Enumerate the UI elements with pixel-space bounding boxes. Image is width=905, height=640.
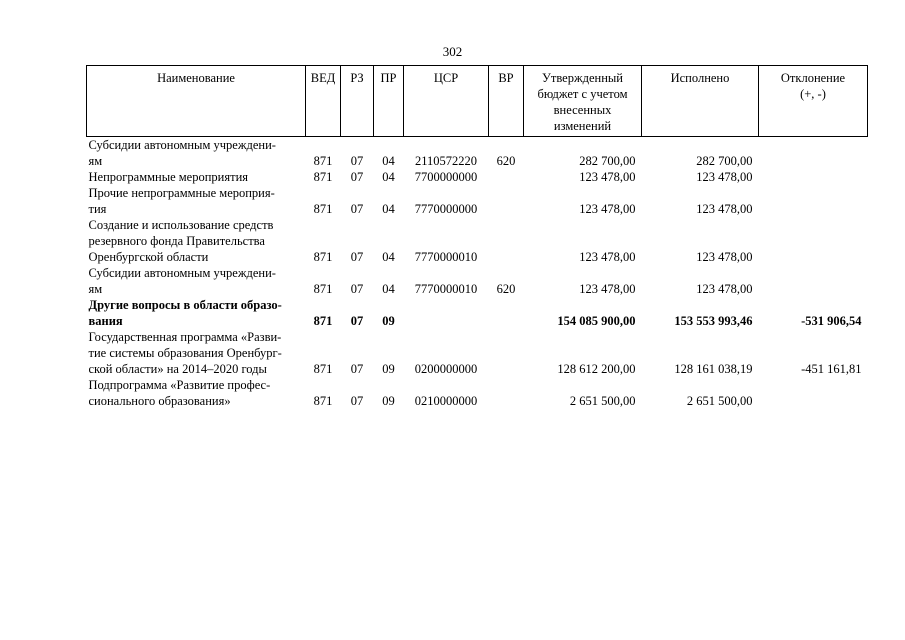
table-row <box>87 265 868 297</box>
row-name <box>87 137 306 170</box>
row-name-line: тия <box>88 202 107 216</box>
cell-executed: 123 478,00 <box>696 250 753 264</box>
cell-ved: 871 <box>313 394 333 408</box>
col-header-rz: РЗ <box>341 66 374 137</box>
cell-rz: 07 <box>350 282 364 296</box>
cell-vr <box>489 169 524 185</box>
cell-approved: 282 700,00 <box>579 154 636 168</box>
cell-ved: 871 <box>313 282 333 296</box>
col-header-csr: ЦСР <box>404 66 489 137</box>
cell-csr: 7700000000 <box>414 170 478 184</box>
cell-approved: 128 612 200,00 <box>557 362 636 376</box>
row-name-line: резервного фонда Правительства <box>88 234 265 248</box>
cell-ved: 871 <box>313 362 333 376</box>
row-name-line: Прочие непрограммные мероприя- <box>88 186 275 200</box>
cell-pr: 09 <box>382 314 395 328</box>
table-row <box>87 297 868 329</box>
cell-rz: 07 <box>350 314 364 328</box>
row-name-line: Непрограммные мероприятия <box>88 170 249 184</box>
cell-approved: 123 478,00 <box>579 170 636 184</box>
cell-deviation: -531 906,54 <box>801 314 862 328</box>
col-header-approved-line: бюджет с учетом <box>537 87 628 101</box>
cell-executed: 123 478,00 <box>696 170 753 184</box>
cell-csr <box>404 297 489 329</box>
col-header-deviation <box>759 66 868 137</box>
table-row <box>87 137 868 170</box>
cell-approved: 123 478,00 <box>579 282 636 296</box>
row-name-line: Подпрограмма «Развитие профес- <box>88 378 271 392</box>
row-name-line: ям <box>88 282 103 296</box>
col-header-deviation-line: Отклонение <box>780 71 846 85</box>
cell-executed: 123 478,00 <box>696 202 753 216</box>
col-header-approved-line: внесенных <box>553 103 612 117</box>
cell-approved: 154 085 900,00 <box>557 314 636 328</box>
col-header-ved: ВЕД <box>306 66 341 137</box>
cell-rz: 07 <box>350 170 364 184</box>
cell-vr: 620 <box>496 282 516 296</box>
cell-ved: 871 <box>313 202 333 216</box>
cell-executed: 282 700,00 <box>696 154 753 168</box>
row-name <box>87 217 306 265</box>
cell-vr: 620 <box>496 154 516 168</box>
cell-csr: 0210000000 <box>414 394 478 408</box>
page-number: 302 <box>442 44 463 59</box>
col-header-approved-line: изменений <box>553 119 612 133</box>
row-name-line: ям <box>88 154 103 168</box>
cell-pr: 04 <box>382 282 395 296</box>
cell-pr: 04 <box>382 202 395 216</box>
cell-vr <box>489 329 524 377</box>
cell-deviation <box>759 185 868 217</box>
cell-vr <box>489 185 524 217</box>
row-name <box>87 377 306 409</box>
cell-executed: 128 161 038,19 <box>674 362 753 376</box>
cell-approved: 123 478,00 <box>579 202 636 216</box>
cell-csr: 7770000000 <box>414 202 478 216</box>
col-header-approved <box>524 66 642 137</box>
row-name-line: Другие вопросы в области образо- <box>88 298 282 312</box>
cell-rz: 07 <box>350 202 364 216</box>
row-name-line: Субсидии автономным учреждени- <box>88 138 276 152</box>
cell-csr: 2110572220 <box>414 154 478 168</box>
cell-deviation <box>759 265 868 297</box>
cell-rz: 07 <box>350 154 364 168</box>
cell-pr: 04 <box>382 154 395 168</box>
cell-ved: 871 <box>313 154 333 168</box>
cell-ved: 871 <box>313 250 333 264</box>
cell-pr: 09 <box>382 362 395 376</box>
cell-pr: 09 <box>382 394 395 408</box>
row-name <box>87 169 306 185</box>
cell-vr <box>489 377 524 409</box>
col-header-approved-line: Утвержденный <box>542 71 623 85</box>
cell-deviation <box>759 169 868 185</box>
row-name <box>87 265 306 297</box>
cell-rz: 07 <box>350 362 364 376</box>
cell-approved: 2 651 500,00 <box>569 394 636 408</box>
table-header <box>87 66 868 137</box>
table-row <box>87 185 868 217</box>
col-header-executed: Исполнено <box>642 66 759 137</box>
cell-ved: 871 <box>313 170 333 184</box>
row-name-line: тие системы образования Оренбург- <box>88 346 282 360</box>
col-header-vr: ВР <box>489 66 524 137</box>
row-name-line: ской области» на 2014–2020 годы <box>88 362 267 376</box>
row-name-line: Субсидии автономным учреждени- <box>88 266 276 280</box>
row-name-line: Создание и использование средств <box>88 218 274 232</box>
cell-rz: 07 <box>350 394 364 408</box>
cell-executed: 153 553 993,46 <box>674 314 753 328</box>
row-name-line: Оренбургской области <box>88 250 209 264</box>
cell-csr: 7770000010 <box>414 282 478 296</box>
cell-vr <box>489 217 524 265</box>
cell-executed: 123 478,00 <box>696 282 753 296</box>
cell-deviation: -451 161,81 <box>801 362 862 376</box>
row-name-line: вания <box>88 314 123 328</box>
cell-deviation <box>759 377 868 409</box>
cell-executed: 2 651 500,00 <box>686 394 753 408</box>
cell-deviation <box>759 137 868 170</box>
cell-csr: 7770000010 <box>414 250 478 264</box>
table-row <box>87 169 868 185</box>
table-row <box>87 377 868 409</box>
col-header-deviation-line: (+, -) <box>800 87 826 101</box>
cell-ved: 871 <box>313 314 333 328</box>
row-name-line: Государственная программа «Разви- <box>88 330 282 344</box>
row-name <box>87 185 306 217</box>
cell-approved: 123 478,00 <box>579 250 636 264</box>
cell-csr: 0200000000 <box>414 362 478 376</box>
col-header-pr: ПР <box>374 66 404 137</box>
table-row <box>87 217 868 265</box>
cell-pr: 04 <box>382 170 395 184</box>
row-name <box>87 297 306 329</box>
cell-deviation <box>759 217 868 265</box>
cell-rz: 07 <box>350 250 364 264</box>
table-body <box>87 137 868 410</box>
cell-vr <box>489 297 524 329</box>
row-name-line: сионального образования» <box>88 394 231 408</box>
col-header-name: Наименование <box>87 66 306 137</box>
budget-execution-table <box>86 65 868 409</box>
cell-pr: 04 <box>382 250 395 264</box>
row-name <box>87 329 306 377</box>
table-row <box>87 329 868 377</box>
